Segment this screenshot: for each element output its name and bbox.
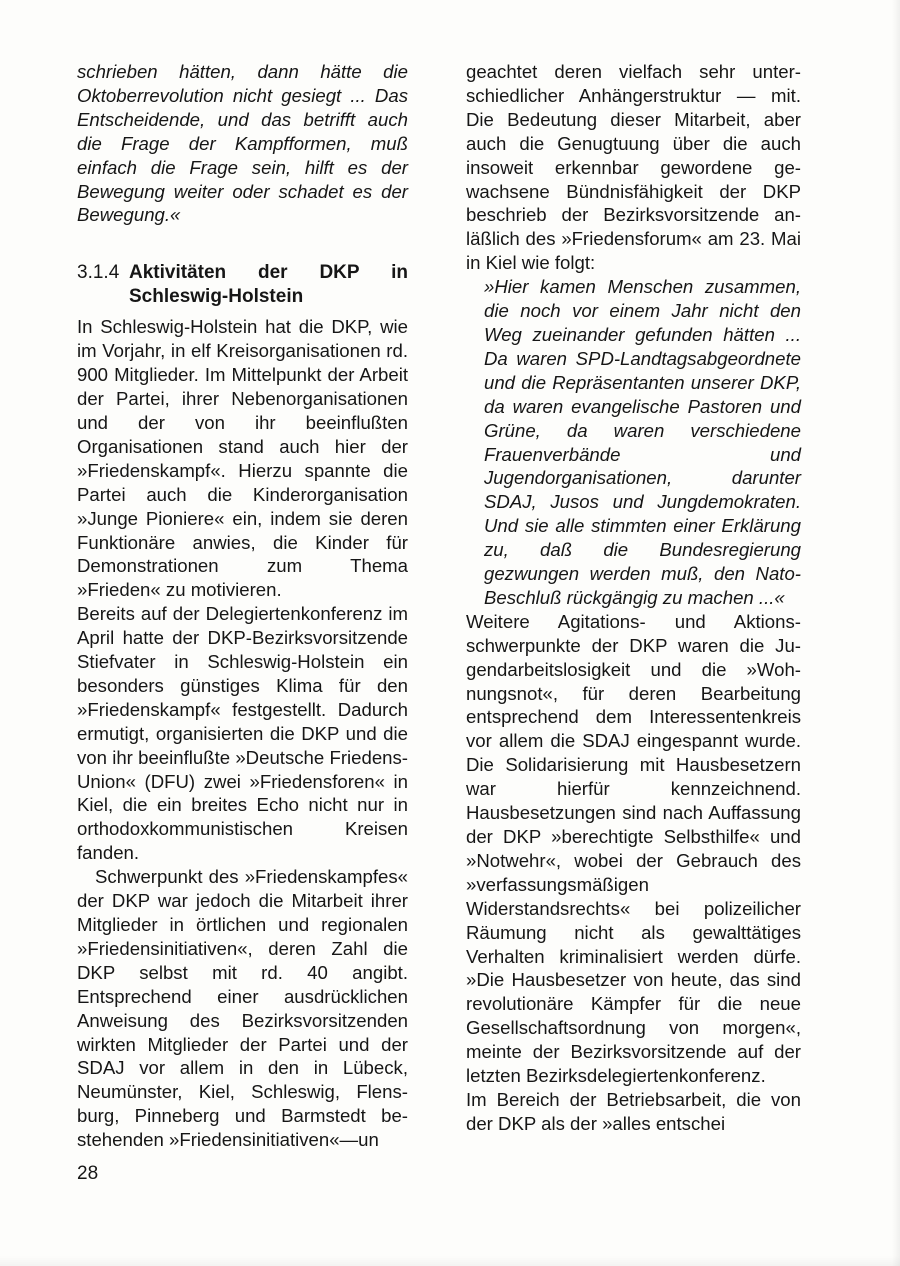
paragraph-friedenskampf: Schwerpunkt des »Friedenskampfes« der DKP war jedoch die Mitarbeit ihrer Mitglieder in örtlichen und regionalen »Friedensinitiativen«, deren Zahl die DKP selbst mit rd. 40 angibt. Entsprechend einer ausdrücklichen Anweisung des Bezirksvorsitzenden wirkten Mitglieder der Partei und der SDAJ vor allem in den in Lübeck, Neumünster, Kiel, Schleswig, Flensburg, Pinneberg und Barmstedt bestehenden »Friedensinitiativen«—un [77,866,408,1151]
quote-friedensforum: »Hier kamen Menschen zusammen, die noch vor einem Jahr nicht den Weg zueinander gefunden hätten ... Da waren SPD-Landtagsabgeordnete und die Repräsentanten unserer DKP, da waren evangelische Pastoren und Grüne, da waren verschiedene Frauenverbände und Jugendorganisationen, darunter SDAJ, Jusos und Jungdemokraten. Und sie alle stimmten einer Erklärung zu, daß die Bundesregierung gezwungen werden muß, den Nato-Beschluß rückgängig zu machen ...« [484,276,801,608]
paragraph-delegiertenkonferenz: Bereits auf der Delegiertenkonferenz im April hatte der DKP-Bezirksvorsitzende Stiefvater in Schleswig-Holstein ein besonders günstiges Klima für den »Friedenskampf« festgestellt. Dadurch ermutigt, organisierten die DKP und die von ihr beeinflußte »Deutsche Friedens-Union« (DFU) zwei »Friedensforen« in Kiel, die ein breites Echo nicht nur in orthodoxkommunistischen Kreisen fanden. [77,603,408,864]
page-bottom-shadow [0,1256,900,1266]
page-edge-shadow [892,0,900,1266]
paragraph-schleswig-holstein: In Schleswig-Holstein hat die DKP, wie im Vorjahr, in elf Kreisorganisationen rd. 900 Mitglieder. Im Mittelpunkt der Arbeit der Partei, ihrer Nebenorganisationen und der von ihr beeinflußten Organisationen stand auch hier der »Friedenskampf«. Hierzu spannte die Partei auch die Kinderorganisation »Junge Pioniere« ein, indem sie deren Funktionäre anwies, die Kinder für Demonstrationen zum Thema »Frieden« zu motivieren. [77,316,408,601]
section-heading [77,261,408,309]
section-number: 3.1.4 [77,262,120,284]
right-column [466,60,801,1136]
section-spacer [77,227,408,261]
paragraph-mitarbeit: geachtet deren vielfach sehr unterschiedlicher Anhängerstruktur — mit. Die Bedeutung dieser Mitarbeit, aber auch die Genugtuung über die auch insoweit erkennbar gewordene gewachsene Bündnisfähigkeit der DKP beschrieb der Bezirksvorsitzende anläßlich des »Friedensforum« am 23. Mai in Kiel wie folgt: [466,61,801,274]
left-column [77,60,408,1152]
quote-continuation: schrieben hätten, dann hätte die Oktoberrevolution nicht gesiegt ... Das Entscheidende, und das betrifft auch die Frage der Kampfformen, muß einfach die Frage sein, hilft es der Bewegung weiter oder schadet es der Bewegung.« [77,61,408,226]
paragraph-betriebsarbeit: Im Bereich der Betriebsarbeit, die von der DKP als der »alles entschei [466,1088,801,1134]
section-title: Aktivitäten der DKP in Schleswig-Holstein [129,262,408,308]
page-number: 28 [77,1163,99,1184]
paragraph-agitation: Weitere Agitations- und Aktionsschwerpunkte der DKP waren die Jugendarbeitslosigkeit und die »Wohnungsnot«, für deren Bearbeitung entsprechend dem Interessentenkreis vor allem die SDAJ eingespannt wurde. Die Solidarisierung mit Hausbesetzern war hierfür kennzeichnend. Hausbesetzungen sind nach Auffassung der DKP »berechtigte Selbsthilfe« und »Notwehr«, wobei der Gebrauch des »verfassungsmäßigen Widerstandsrechts« bei polizeilicher Räumung nicht als gewalttätiges Verhalten kriminalisiert werden dürfe. »Die Hausbesetzer von heute, das sind revolutionäre Kämpfer für die neue Gesellschaftsordnung von morgen«, meinte der Bezirksvorsitzende auf der letzten Bezirksdelegiertenkonferenz. [466,610,801,1087]
